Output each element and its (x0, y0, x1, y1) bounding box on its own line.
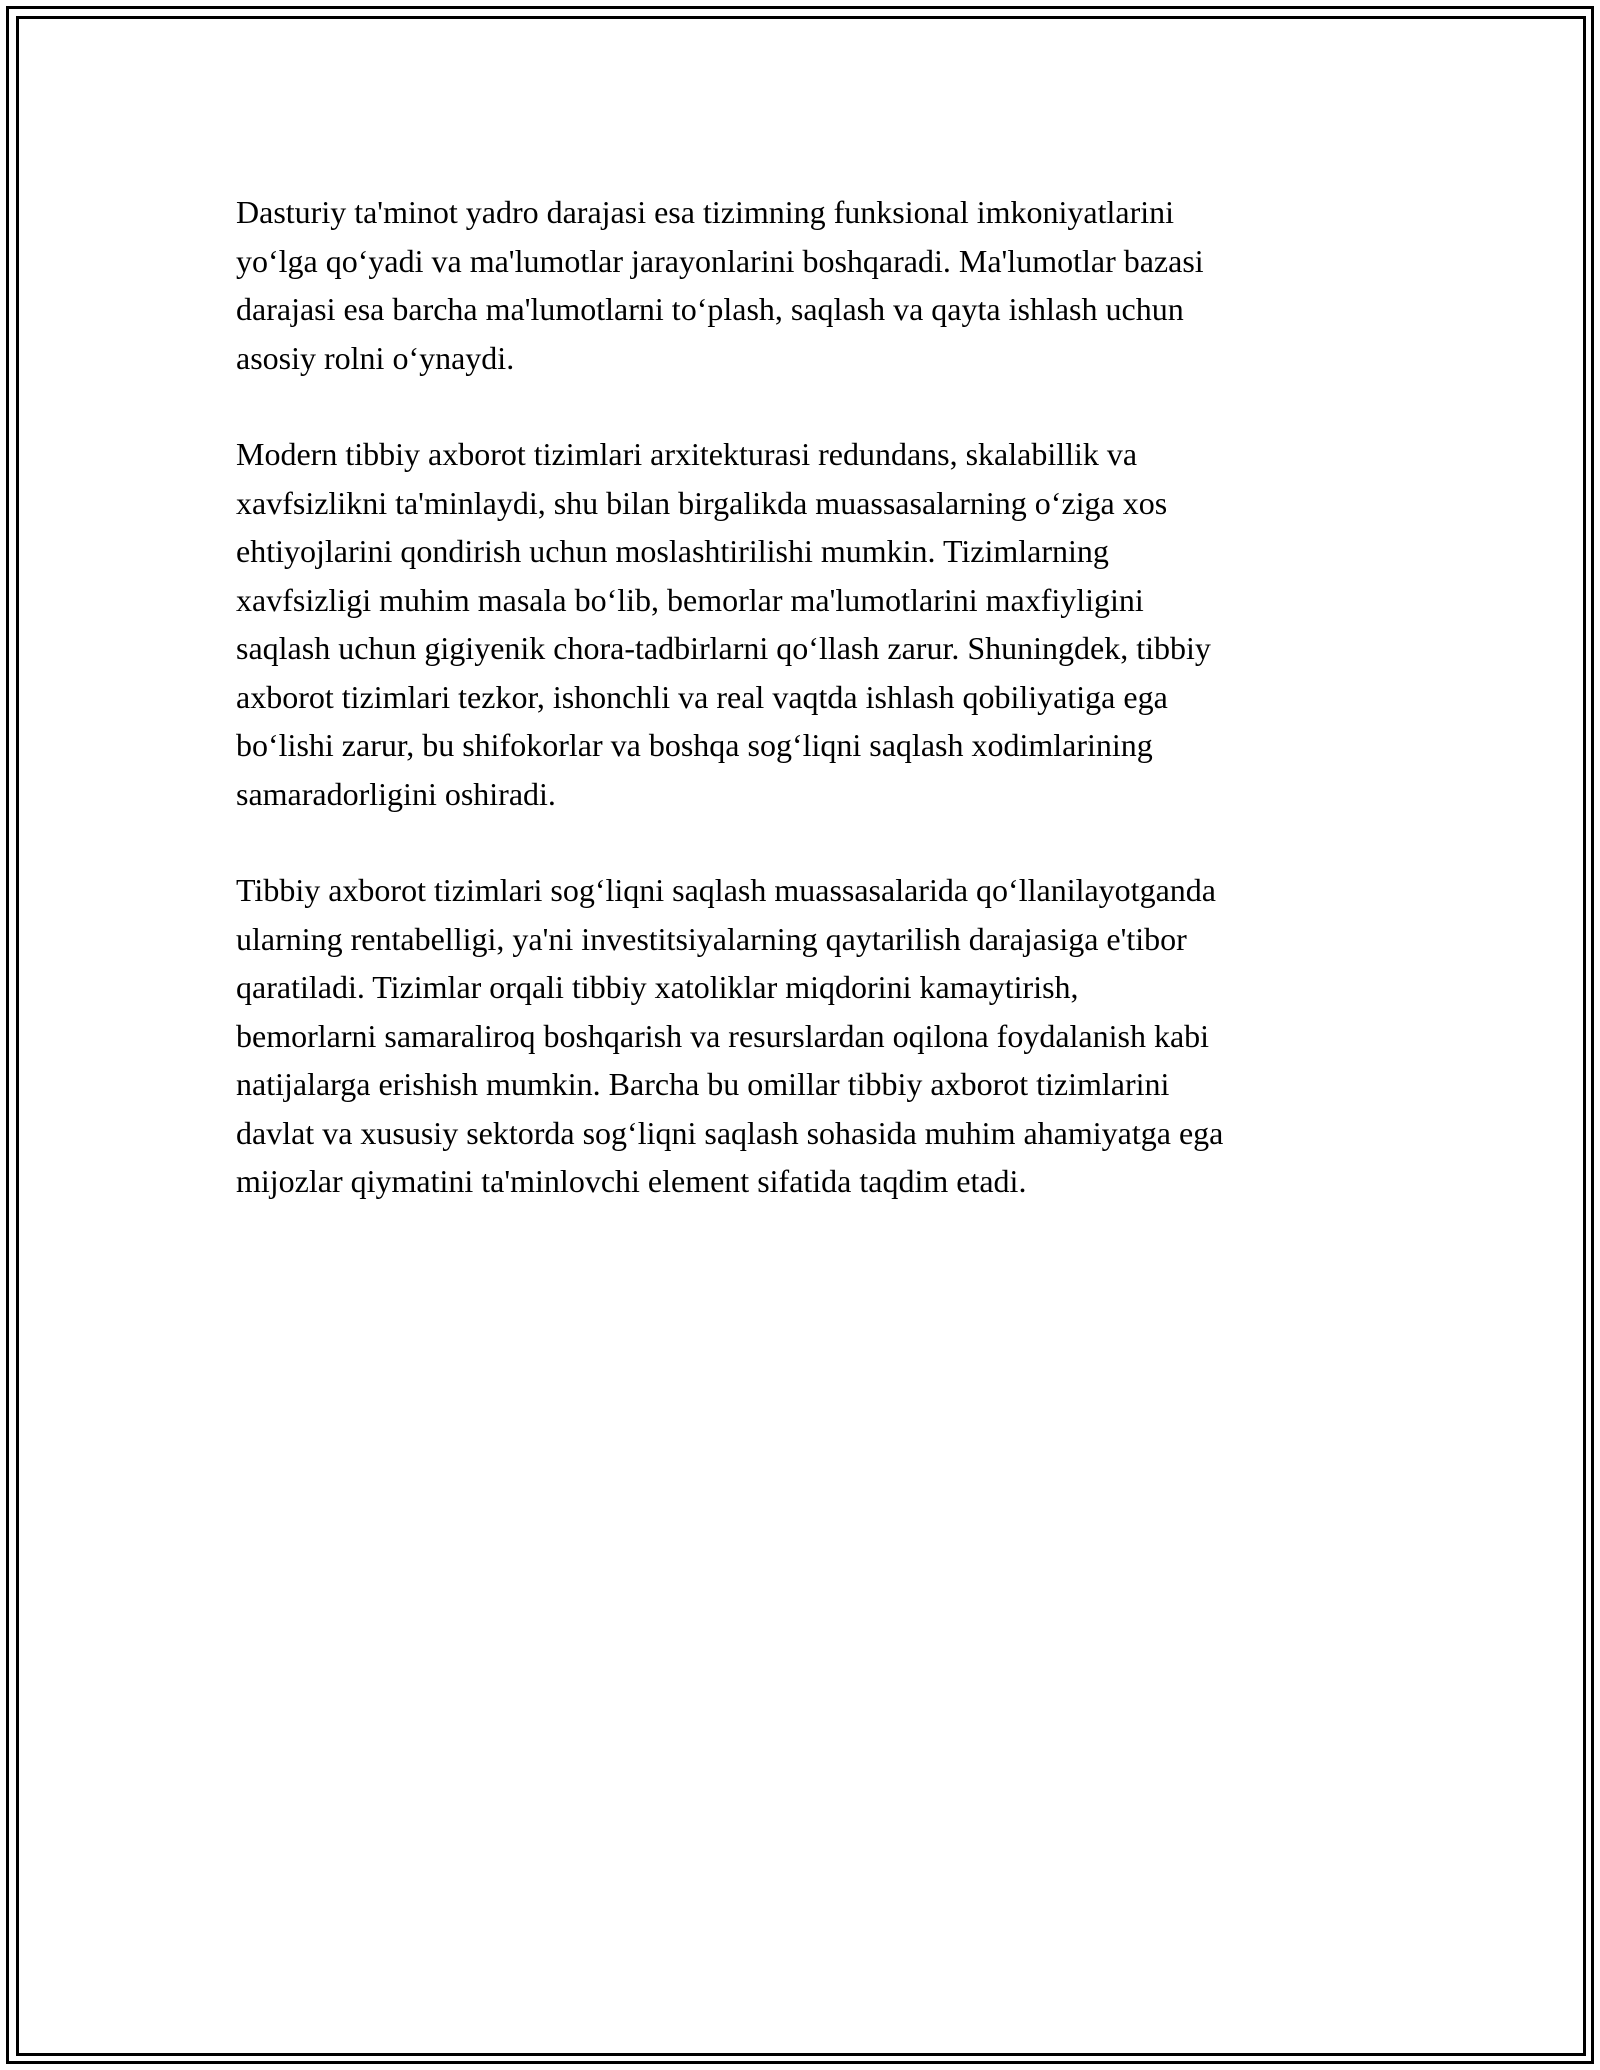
paragraph-3: Tibbiy axborot tizimlari sog‘liqni saqlash muassasalarida qo‘llanilayotganda ularning rentabelligi, ya'ni investitsiyalarning qaytarilish darajasiga e'tibor qaratiladi. Tizimlar orqali tibbiy xatoliklar miqdorini kamaytirish, bemorlarni samaraliroq boshqarish va resurslardan oqilona foydalanish kabi natijalarga erishish mumkin. Barcha bu omillar tibbiy axborot tizimlarini davlat va xususiy sektorda sog‘liqni saqlash sohasida muhim ahamiyatga ega mijozlar qiymatini ta'minlovchi element sifatida taqdim etadi. (236, 872, 1224, 1199)
document-body (236, 188, 1386, 1254)
paragraph-1: Dasturiy ta'minot yadro darajasi esa tizimning funksional imkoniyatlarini yo‘lga qo‘yadi va ma'lumotlar jarayonlarini boshqaradi. Ma'lumotlar bazasi darajasi esa barcha ma'lumotlarni to‘plash, saqlash va qayta ishlash uchun asosiy rolni o‘ynaydi. (236, 194, 1204, 376)
paragraph-2: Modern tibbiy axborot tizimlari arxitekturasi redundans, skalabillik va xavfsizlikni ta'minlaydi, shu bilan birgalikda muassasalarning o‘ziga xos ehtiyojlarini qondirish uchun moslashtirilishi mumkin. Tizimlarning xavfsizligi muhim masala bo‘lib, bemorlar ma'lumotlarini maxfiyligini saqlash uchun gigiyenik chora-tadbirlarni qo‘llash zarur. Shuningdek, tibbiy axborot tizimlari tezkor, ishonchli va real vaqtda ishlash qobiliyatiga ega bo‘lishi zarur, bu shifokorlar va boshqa sog‘liqni saqlash xodimlarining samaradorligini oshiradi. (236, 436, 1211, 812)
